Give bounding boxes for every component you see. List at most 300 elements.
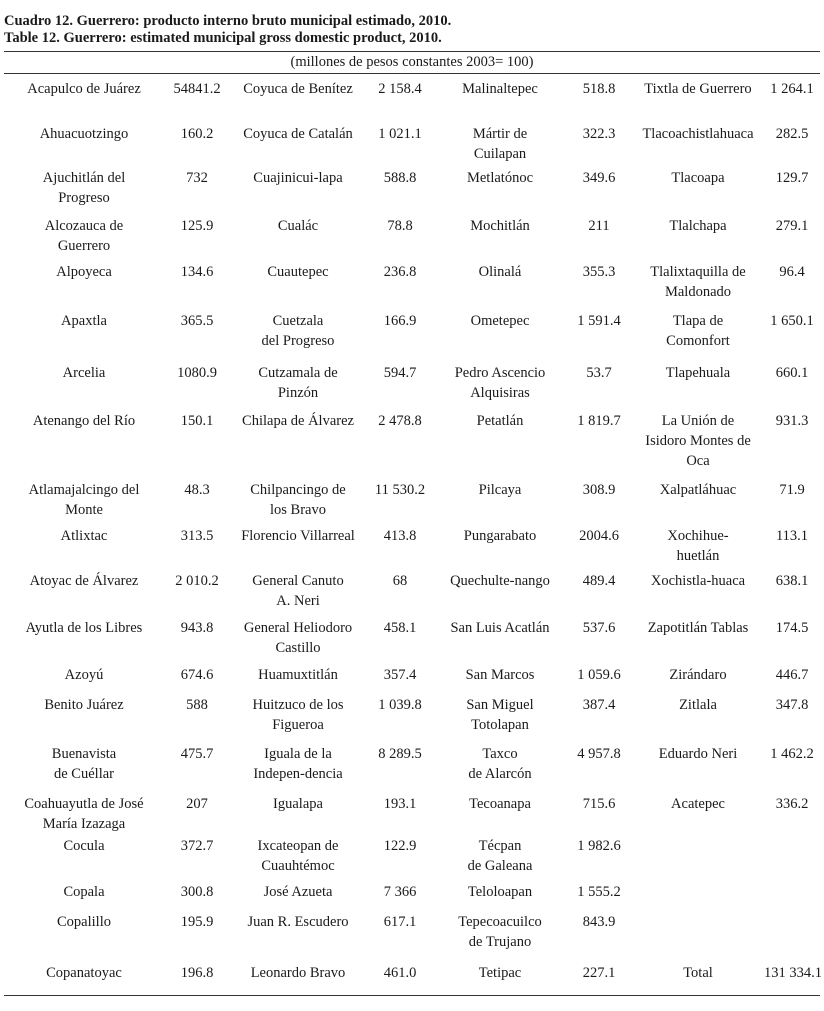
table-row bbox=[4, 569, 820, 616]
value-label: 207 bbox=[186, 796, 208, 812]
municipality-name bbox=[632, 663, 764, 693]
gdp-value bbox=[366, 880, 434, 910]
municipality-name bbox=[4, 880, 164, 910]
municipality-name bbox=[434, 524, 566, 569]
municipality-label: Azoyú bbox=[64, 667, 104, 683]
municipality-label: Juan R. Escudero bbox=[247, 914, 349, 930]
gdp-value bbox=[164, 478, 230, 524]
municipality-name bbox=[230, 260, 366, 309]
value-label: 660.1 bbox=[775, 365, 809, 381]
value-label: 313.5 bbox=[180, 528, 214, 544]
table-row bbox=[4, 616, 820, 663]
municipality-label: San Luis Acatlán bbox=[450, 620, 550, 636]
municipality-label: Metlatónoc bbox=[466, 170, 534, 186]
table-row bbox=[4, 880, 820, 910]
value-label: 2 478.8 bbox=[378, 413, 422, 429]
gdp-value bbox=[164, 361, 230, 409]
gdp-value bbox=[764, 663, 820, 693]
gdp-value bbox=[764, 260, 820, 309]
gdp-value bbox=[366, 792, 434, 834]
gdp-value bbox=[764, 524, 820, 569]
municipality-label: Igualapa bbox=[273, 796, 323, 812]
value-label: 11 530.2 bbox=[374, 482, 426, 498]
value-label: 588.8 bbox=[383, 170, 417, 186]
municipality-name bbox=[4, 361, 164, 409]
municipality-label: Benito Juárez bbox=[44, 697, 124, 713]
municipality-name bbox=[632, 961, 764, 991]
gdp-value bbox=[164, 260, 230, 309]
value-label: 4 957.8 bbox=[577, 746, 621, 762]
municipality-name bbox=[4, 792, 164, 834]
municipality-name bbox=[230, 409, 366, 478]
municipality-name bbox=[230, 166, 366, 214]
value-label: 131 334.1 bbox=[764, 965, 822, 981]
municipality-label: Alcozauca de Guerrero bbox=[44, 218, 124, 254]
gdp-value bbox=[366, 74, 434, 122]
document-page bbox=[4, 0, 820, 996]
gdp-value bbox=[366, 214, 434, 260]
gdp-value bbox=[566, 214, 632, 260]
municipality-label: Olinalá bbox=[478, 264, 522, 280]
table-row bbox=[4, 693, 820, 742]
municipality-name bbox=[230, 74, 366, 122]
municipality-name bbox=[434, 122, 566, 166]
gdp-value bbox=[164, 214, 230, 260]
municipality-label: Florencio Villarreal bbox=[241, 528, 355, 544]
gdp-value bbox=[566, 910, 632, 961]
value-label: 349.6 bbox=[582, 170, 616, 186]
value-label: 1 021.1 bbox=[378, 126, 422, 142]
value-label: 322.3 bbox=[582, 126, 616, 142]
municipality-name bbox=[230, 524, 366, 569]
value-label: 129.7 bbox=[775, 170, 809, 186]
gdp-value bbox=[566, 663, 632, 693]
municipality-label: Pilcaya bbox=[478, 482, 522, 498]
value-label: 211 bbox=[588, 218, 610, 234]
value-label: 594.7 bbox=[383, 365, 417, 381]
table-row bbox=[4, 409, 820, 478]
value-label: 843.9 bbox=[582, 914, 616, 930]
municipality-name bbox=[4, 309, 164, 361]
municipality-label: Tlalchapa bbox=[669, 218, 727, 234]
municipality-name bbox=[434, 74, 566, 122]
gdp-value bbox=[764, 693, 820, 742]
gdp-value bbox=[764, 616, 820, 663]
municipality-label: Ajuchitlán del Progreso bbox=[42, 170, 126, 206]
gdp-value bbox=[366, 693, 434, 742]
municipality-label: Técpan de Galeana bbox=[467, 838, 533, 874]
gdp-value bbox=[764, 742, 820, 792]
municipality-name bbox=[4, 166, 164, 214]
municipality-name bbox=[632, 260, 764, 309]
municipality-label: Coyuca de Catalán bbox=[243, 126, 353, 142]
municipality-label: Ometepec bbox=[470, 313, 530, 329]
table-row bbox=[4, 742, 820, 792]
municipality-name bbox=[4, 260, 164, 309]
gdp-value bbox=[366, 616, 434, 663]
municipality-label: Ayutla de los Libres bbox=[25, 620, 143, 636]
gdp-value bbox=[566, 478, 632, 524]
municipality-name bbox=[632, 742, 764, 792]
value-label: 1 059.6 bbox=[577, 667, 621, 683]
value-label: 1 819.7 bbox=[577, 413, 621, 429]
municipality-name bbox=[434, 361, 566, 409]
gdp-value bbox=[566, 742, 632, 792]
municipality-label: Tlacoachistlahuaca bbox=[642, 126, 754, 142]
municipality-name bbox=[434, 478, 566, 524]
municipality-label: Taxco de Alarcón bbox=[468, 746, 532, 782]
municipality-label: Cuajinicui-lapa bbox=[253, 170, 343, 186]
municipality-label: Tixtla de Guerrero bbox=[644, 81, 752, 97]
municipality-name bbox=[230, 663, 366, 693]
gdp-value bbox=[366, 361, 434, 409]
municipality-label: Cuautepec bbox=[267, 264, 329, 280]
municipality-label: José Azueta bbox=[263, 884, 333, 900]
municipality-label: Total bbox=[683, 965, 713, 981]
municipality-label: Cuetzala del Progreso bbox=[261, 313, 335, 349]
municipality-label: Apaxtla bbox=[61, 313, 107, 329]
municipality-label: Ahuacuotzingo bbox=[39, 126, 129, 142]
value-label: 48.3 bbox=[184, 482, 210, 498]
table-row bbox=[4, 361, 820, 409]
gdp-value bbox=[366, 309, 434, 361]
municipality-label: Acapulco de Juárez bbox=[27, 81, 141, 97]
gdp-value bbox=[566, 616, 632, 663]
value-label: 195.9 bbox=[180, 914, 214, 930]
gdp-value bbox=[566, 792, 632, 834]
municipality-label: Quechulte-nango bbox=[450, 573, 550, 589]
municipality-label: Atenango del Río bbox=[32, 413, 136, 429]
municipality-name bbox=[4, 122, 164, 166]
gdp-value bbox=[366, 834, 434, 880]
gdp-value bbox=[764, 74, 820, 122]
gdp-value bbox=[566, 361, 632, 409]
municipality-name bbox=[632, 409, 764, 478]
units-note: (millones de pesos constantes 2003= 100) bbox=[290, 54, 534, 70]
value-label: 1 264.1 bbox=[770, 81, 814, 97]
gdp-value bbox=[566, 961, 632, 991]
table-row bbox=[4, 260, 820, 309]
municipality-label: Copanatoyac bbox=[46, 965, 122, 981]
municipality-label: Acatepec bbox=[671, 796, 725, 812]
municipality-label: Chilapa de Álvarez bbox=[242, 413, 354, 429]
value-label: 71.9 bbox=[779, 482, 805, 498]
gdp-value bbox=[566, 880, 632, 910]
municipality-name bbox=[434, 166, 566, 214]
value-label: 1 982.6 bbox=[577, 838, 621, 854]
gdp-value bbox=[764, 880, 820, 910]
municipality-label: Xochihue- huetlán bbox=[667, 528, 729, 564]
gdp-value bbox=[764, 361, 820, 409]
municipality-name bbox=[4, 569, 164, 616]
gdp-value bbox=[764, 409, 820, 478]
table-row bbox=[4, 663, 820, 693]
municipality-label: Zitlala bbox=[679, 697, 717, 713]
gdp-value bbox=[366, 166, 434, 214]
municipality-name bbox=[632, 122, 764, 166]
municipality-name bbox=[4, 616, 164, 663]
municipality-name bbox=[632, 693, 764, 742]
municipality-label: Coahuayutla de José María Izazaga bbox=[24, 796, 144, 832]
gdp-value bbox=[164, 910, 230, 961]
municipality-name bbox=[230, 616, 366, 663]
municipality-name bbox=[632, 74, 764, 122]
municipality-label: Ixcateopan de Cuauhtémoc bbox=[257, 838, 339, 874]
municipality-label: General Heliodoro Castillo bbox=[243, 620, 353, 656]
gdp-table bbox=[4, 74, 820, 991]
municipality-label: Atlixtac bbox=[60, 528, 108, 544]
municipality-label: Huamuxtitlán bbox=[258, 667, 338, 683]
municipality-name bbox=[434, 616, 566, 663]
value-label: 1 039.8 bbox=[378, 697, 422, 713]
municipality-name bbox=[434, 834, 566, 880]
value-label: 617.1 bbox=[383, 914, 417, 930]
value-label: 227.1 bbox=[582, 965, 616, 981]
municipality-label: Tlapehuala bbox=[665, 365, 731, 381]
gdp-value bbox=[164, 166, 230, 214]
table-row bbox=[4, 74, 820, 122]
municipality-name bbox=[4, 74, 164, 122]
gdp-value bbox=[164, 693, 230, 742]
municipality-label: Cutzamala de Pinzón bbox=[258, 365, 338, 401]
value-label: 2004.6 bbox=[579, 528, 619, 544]
table-row bbox=[4, 792, 820, 834]
municipality-name bbox=[434, 569, 566, 616]
gdp-value bbox=[566, 74, 632, 122]
municipality-label: La Unión de Isidoro Montes de Oca bbox=[645, 413, 751, 469]
municipality-name bbox=[230, 569, 366, 616]
municipality-name bbox=[4, 910, 164, 961]
municipality-name bbox=[434, 880, 566, 910]
gdp-value bbox=[366, 260, 434, 309]
municipality-name bbox=[632, 910, 764, 961]
municipality-label: Iguala de la Indepen-dencia bbox=[253, 746, 343, 782]
municipality-label: Xalpatláhuac bbox=[659, 482, 737, 498]
municipality-label: Huitzuco de los Figueroa bbox=[252, 697, 344, 733]
municipality-label: Malinaltepec bbox=[462, 81, 538, 97]
municipality-label: Zapotitlán Tablas bbox=[647, 620, 749, 636]
table-row bbox=[4, 214, 820, 260]
table-body bbox=[4, 74, 820, 991]
gdp-value bbox=[566, 122, 632, 166]
municipality-name bbox=[434, 742, 566, 792]
caption-english: Table 12. Guerrero: estimated municipal gross domestic product, 2010. bbox=[4, 30, 442, 46]
municipality-name bbox=[632, 569, 764, 616]
municipality-name bbox=[632, 166, 764, 214]
municipality-name bbox=[434, 214, 566, 260]
municipality-label: Mochitlán bbox=[470, 218, 530, 234]
municipality-label: Tecoanapa bbox=[469, 796, 531, 812]
value-label: 489.4 bbox=[582, 573, 616, 589]
gdp-value bbox=[764, 569, 820, 616]
value-label: 122.9 bbox=[383, 838, 417, 854]
municipality-label: Arcelia bbox=[62, 365, 106, 381]
gdp-value bbox=[566, 834, 632, 880]
value-label: 413.8 bbox=[383, 528, 417, 544]
value-label: 174.5 bbox=[775, 620, 809, 636]
municipality-name bbox=[434, 910, 566, 961]
municipality-label: Copalillo bbox=[57, 914, 111, 930]
municipality-name bbox=[632, 616, 764, 663]
value-label: 1 591.4 bbox=[577, 313, 621, 329]
gdp-value bbox=[164, 569, 230, 616]
value-label: 134.6 bbox=[180, 264, 214, 280]
municipality-label: Teloloapan bbox=[467, 884, 533, 900]
value-label: 193.1 bbox=[383, 796, 417, 812]
municipality-label: Leonardo Bravo bbox=[250, 965, 346, 981]
gdp-value bbox=[164, 122, 230, 166]
municipality-name bbox=[230, 961, 366, 991]
municipality-name bbox=[230, 214, 366, 260]
municipality-label: Mártir de Cuilapan bbox=[472, 126, 528, 162]
value-label: 638.1 bbox=[775, 573, 809, 589]
value-label: 475.7 bbox=[180, 746, 214, 762]
gdp-value bbox=[566, 309, 632, 361]
value-label: 1080.9 bbox=[177, 365, 217, 381]
gdp-value bbox=[366, 409, 434, 478]
value-label: 279.1 bbox=[775, 218, 809, 234]
municipality-label: San Marcos bbox=[465, 667, 535, 683]
municipality-name bbox=[230, 478, 366, 524]
table-row bbox=[4, 478, 820, 524]
gdp-value bbox=[366, 663, 434, 693]
gdp-value bbox=[164, 792, 230, 834]
gdp-value bbox=[164, 74, 230, 122]
gdp-value bbox=[366, 569, 434, 616]
municipality-name bbox=[4, 834, 164, 880]
municipality-name bbox=[230, 880, 366, 910]
value-label: 96.4 bbox=[779, 264, 805, 280]
value-label: 365.5 bbox=[180, 313, 214, 329]
value-label: 732 bbox=[186, 170, 208, 186]
municipality-label: Cualác bbox=[277, 218, 319, 234]
value-label: 150.1 bbox=[180, 413, 214, 429]
gdp-value bbox=[764, 792, 820, 834]
municipality-label: Tepecoacuilco de Trujano bbox=[458, 914, 542, 950]
value-label: 461.0 bbox=[383, 965, 417, 981]
value-label: 355.3 bbox=[582, 264, 616, 280]
gdp-value bbox=[764, 961, 820, 991]
gdp-value bbox=[164, 663, 230, 693]
gdp-value bbox=[764, 166, 820, 214]
municipality-name bbox=[434, 409, 566, 478]
municipality-name bbox=[632, 214, 764, 260]
municipality-name bbox=[434, 663, 566, 693]
value-label: 236.8 bbox=[383, 264, 417, 280]
value-label: 166.9 bbox=[383, 313, 417, 329]
gdp-value bbox=[566, 524, 632, 569]
municipality-name bbox=[230, 122, 366, 166]
municipality-name bbox=[632, 309, 764, 361]
municipality-name bbox=[4, 524, 164, 569]
municipality-name bbox=[4, 961, 164, 991]
gdp-value bbox=[366, 961, 434, 991]
value-label: 931.3 bbox=[775, 413, 809, 429]
gdp-value bbox=[764, 122, 820, 166]
municipality-label: Cocula bbox=[63, 838, 105, 854]
gdp-value bbox=[164, 309, 230, 361]
municipality-name bbox=[4, 742, 164, 792]
gdp-value bbox=[164, 880, 230, 910]
value-label: 53.7 bbox=[586, 365, 612, 381]
municipality-name bbox=[632, 792, 764, 834]
municipality-label: Tlapa de Comonfort bbox=[666, 313, 730, 349]
value-label: 282.5 bbox=[775, 126, 809, 142]
value-label: 537.6 bbox=[582, 620, 616, 636]
municipality-label: Tlalixtaquilla de Maldonado bbox=[650, 264, 746, 300]
table-row bbox=[4, 166, 820, 214]
value-label: 7 366 bbox=[383, 884, 417, 900]
value-label: 196.8 bbox=[180, 965, 214, 981]
municipality-label: Eduardo Neri bbox=[658, 746, 738, 762]
municipality-label: Pungarabato bbox=[463, 528, 537, 544]
value-label: 8 289.5 bbox=[378, 746, 422, 762]
gdp-value bbox=[566, 166, 632, 214]
value-label: 113.1 bbox=[775, 528, 809, 544]
gdp-value bbox=[164, 616, 230, 663]
municipality-label: Pedro Ascencio Alquisiras bbox=[454, 365, 546, 401]
value-label: 674.6 bbox=[180, 667, 214, 683]
municipality-name bbox=[434, 260, 566, 309]
municipality-label: Buenavista de Cuéllar bbox=[51, 746, 117, 782]
value-label: 458.1 bbox=[383, 620, 417, 636]
municipality-name bbox=[230, 742, 366, 792]
municipality-name bbox=[434, 309, 566, 361]
municipality-name bbox=[632, 880, 764, 910]
value-label: 347.8 bbox=[775, 697, 809, 713]
municipality-name bbox=[230, 910, 366, 961]
value-label: 54841.2 bbox=[173, 81, 221, 97]
value-label: 1 462.2 bbox=[770, 746, 814, 762]
gdp-value bbox=[366, 478, 434, 524]
municipality-name bbox=[230, 693, 366, 742]
gdp-value bbox=[366, 524, 434, 569]
gdp-value bbox=[566, 409, 632, 478]
value-label: 372.7 bbox=[180, 838, 214, 854]
gdp-value bbox=[366, 122, 434, 166]
municipality-name bbox=[632, 361, 764, 409]
municipality-label: Atoyac de Álvarez bbox=[29, 573, 139, 589]
value-label: 78.8 bbox=[387, 218, 413, 234]
municipality-name bbox=[4, 478, 164, 524]
municipality-name bbox=[230, 834, 366, 880]
municipality-label: Xochistla-huaca bbox=[650, 573, 746, 589]
gdp-value bbox=[566, 260, 632, 309]
value-label: 943.8 bbox=[180, 620, 214, 636]
table-row bbox=[4, 961, 820, 991]
municipality-name bbox=[434, 693, 566, 742]
municipality-label: Alpoyeca bbox=[56, 264, 112, 280]
value-label: 125.9 bbox=[180, 218, 214, 234]
municipality-label: Copala bbox=[63, 884, 105, 900]
gdp-value bbox=[164, 409, 230, 478]
municipality-label: Tlacoapa bbox=[671, 170, 725, 186]
value-label: 336.2 bbox=[775, 796, 809, 812]
municipality-name bbox=[632, 478, 764, 524]
gdp-value bbox=[164, 834, 230, 880]
value-label: 68 bbox=[392, 573, 408, 589]
gdp-value bbox=[764, 309, 820, 361]
gdp-value bbox=[164, 524, 230, 569]
municipality-name bbox=[230, 309, 366, 361]
gdp-value bbox=[764, 478, 820, 524]
table-row bbox=[4, 309, 820, 361]
value-label: 387.4 bbox=[582, 697, 616, 713]
municipality-label: Coyuca de Benítez bbox=[243, 81, 353, 97]
gdp-value bbox=[566, 693, 632, 742]
table-row bbox=[4, 910, 820, 961]
value-label: 518.8 bbox=[582, 81, 616, 97]
